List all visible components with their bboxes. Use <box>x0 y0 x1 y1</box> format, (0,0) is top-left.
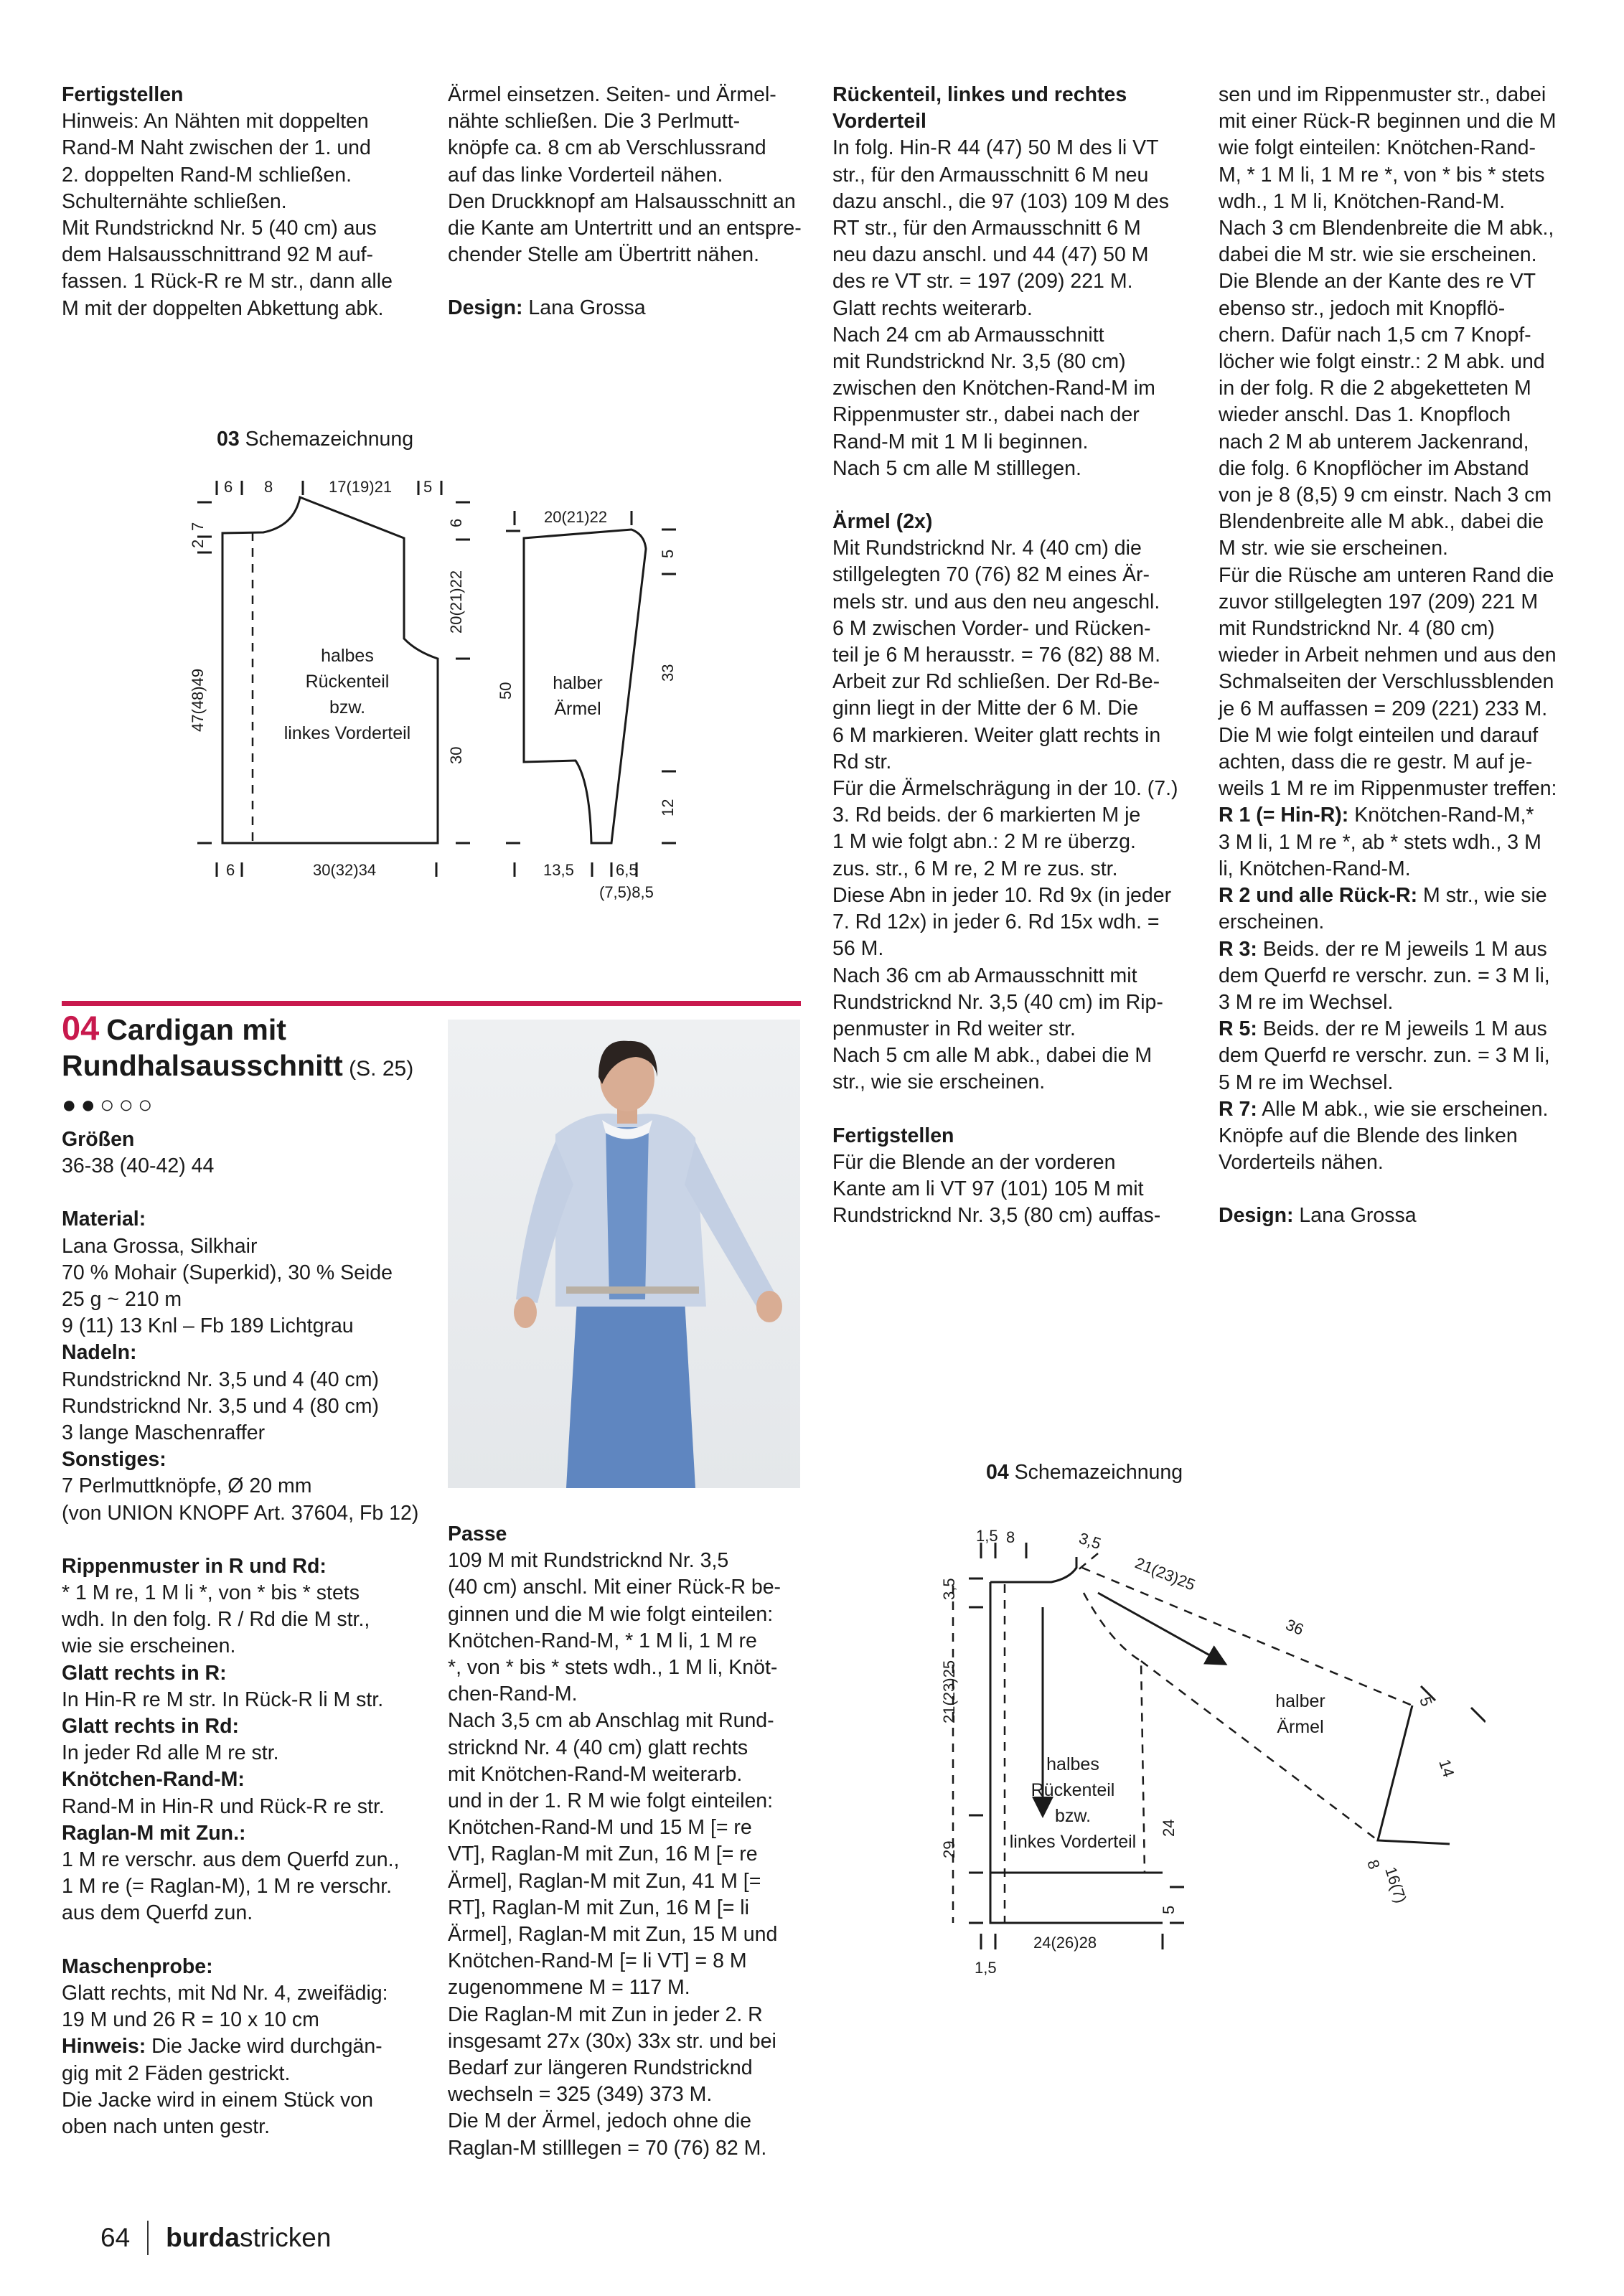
text-line: ginn liegt in der Mitte der 6 M. Die <box>832 697 1139 720</box>
text-line: 1 M wie folgt abn.: 2 M re überzg. <box>832 830 1136 854</box>
dim-label: 29 <box>940 1840 958 1858</box>
dim-label: (7,5)8,5 <box>599 883 654 901</box>
diagram-label: Rückenteil <box>1031 1780 1115 1800</box>
section-heading: Ärmel (2x) <box>832 510 933 534</box>
text-line: weils 1 M re im Rippenmuster treffen: <box>1219 777 1557 801</box>
text-line: In jeder Rd alle M re str. <box>62 1741 279 1765</box>
dim-label: 5 <box>1416 1694 1436 1709</box>
dim-label: 24(26)28 <box>1033 1934 1097 1952</box>
dim-label: 8 <box>264 478 273 496</box>
text-line: oben nach unten gestr. <box>62 2114 270 2138</box>
text-line: 19 M und 26 R = 10 x 10 cm <box>62 2008 319 2032</box>
section-heading: Fertigstellen <box>62 83 184 106</box>
dim-label: 6 <box>224 478 233 496</box>
text-line: mit einer Rück-R beginnen und die M <box>1219 110 1557 133</box>
text-line: 5 M re im Wechsel. <box>1219 1071 1394 1094</box>
section-heading: Glatt rechts in Rd: <box>62 1715 240 1739</box>
text-line: Nach 3 cm Blendenbreite die M abk., <box>1219 217 1554 240</box>
text-line: zugenommene M = 117 M. <box>448 1976 690 2000</box>
text-line: Die M der Ärmel, jedoch ohne die <box>448 2109 751 2133</box>
section-heading: Glatt rechts in R: <box>62 1661 227 1685</box>
text-line: Raglan-M stilllegen = 70 (76) 82 M. <box>448 2136 767 2160</box>
dim-label: 6 <box>226 861 235 879</box>
text-block <box>448 82 807 268</box>
dim-label: 30(32)34 <box>313 861 377 879</box>
text-line: Für die Ärmelschrägung in der 10. (7.) <box>832 777 1178 801</box>
diagram-label: linkes Vorderteil <box>283 723 411 743</box>
text-line: dem Halsausschnittrand 92 M auf- <box>62 243 374 267</box>
text-line: dazu anschl., die 97 (103) 109 M des <box>832 189 1169 213</box>
text-line: des re VT str. = 197 (209) 221 M. <box>832 270 1133 293</box>
diagram-label: halber <box>553 673 603 693</box>
text-line: Knötchen-Rand-M und 15 M [= re <box>448 1816 752 1840</box>
text-line: Blendenbreite alle M abk., dabei die <box>1219 510 1544 534</box>
labeled-line: R 5: Beids. der re M jeweils 1 M aus <box>1219 1017 1547 1041</box>
labeled-line: R 2 und alle Rück-R: M str., wie sie <box>1219 884 1547 908</box>
text-line: 70 % Mohair (Superkid), 30 % Seide <box>62 1261 393 1284</box>
text-line: mit Rundstricknd Nr. 4 (80 cm) <box>1219 617 1495 641</box>
design-credit: Design: Lana Grossa <box>448 296 646 320</box>
dim-label: 2 <box>189 539 207 548</box>
text-line: 6 M markieren. Weiter glatt rechts in <box>832 723 1161 747</box>
text-line: Mit Rundstricknd Nr. 5 (40 cm) aus <box>62 217 377 240</box>
text-line: Nach 5 cm alle M abk., dabei die M <box>832 1044 1153 1068</box>
text-line: Knötchen-Rand-M [= li VT] = 8 M <box>448 1949 747 1973</box>
magazine-brand: burdastricken <box>166 2223 332 2252</box>
footer-divider <box>147 2221 149 2255</box>
dim-label: 30 <box>447 746 465 764</box>
text-line: * 1 M re, 1 M li *, von * bis * stets <box>62 1581 360 1605</box>
dim-label: 3,5 <box>940 1578 958 1600</box>
dim-label: 16(7) <box>1381 1864 1410 1906</box>
page-footer <box>100 2221 331 2255</box>
text-line: (von UNION KNOPF Art. 37604, Fb 12) <box>62 1501 419 1525</box>
text-line: Bedarf zur längeren Rundstricknd <box>448 2056 753 2080</box>
dim-label: 20(21)22 <box>544 508 608 526</box>
text-line: 36-38 (40-42) 44 <box>62 1154 215 1178</box>
dim-label: 1,5 <box>976 1527 998 1545</box>
text-line: Ärmel], Raglan-M mit Zun, 41 M [= <box>448 1869 761 1893</box>
text-line: RT], Raglan-M mit Zun, 16 M [= li <box>448 1896 749 1919</box>
text-line: Rippenmuster str., dabei nach der <box>832 403 1140 427</box>
section-heading: Material: <box>62 1208 146 1231</box>
text-line: Nach 5 cm alle M stilllegen. <box>832 456 1081 480</box>
text-line: in der folg. R die 2 abgeketteten M <box>1219 377 1531 400</box>
labeled-line: R 3: Beids. der re M jeweils 1 M aus <box>1219 937 1547 961</box>
text-line: 3 M li, 1 M re *, ab * stets wdh., 3 M <box>1219 830 1541 854</box>
section-heading: Raglan-M mit Zun.: <box>62 1821 246 1845</box>
text-line: ginnen und die M wie folgt einteilen: <box>448 1602 774 1626</box>
text-line: 109 M mit Rundstricknd Nr. 3,5 <box>448 1549 729 1573</box>
text-line: mels str. und aus den neu angeschl. <box>832 590 1160 613</box>
text-line: Die Jacke wird in einem Stück von <box>62 2088 374 2112</box>
text-line: Vorderteils nähen. <box>1219 1151 1384 1175</box>
diagram-label: halber <box>1275 1691 1325 1711</box>
text-line: nähte schließen. Die 3 Perlmutt- <box>448 110 741 133</box>
text-line: Arbeit zur Rd schließen. Der Rd-Be- <box>832 670 1160 694</box>
text-line: gig mit 2 Fäden gestrickt. <box>62 2061 291 2085</box>
section-heading: Sonstiges: <box>62 1448 166 1472</box>
diagram-label: Ärmel <box>554 699 601 719</box>
text-line: Schmalseiten der Verschlussblenden <box>1219 670 1554 694</box>
text-line: *, von * bis * stets wdh., 1 M li, Knöt- <box>448 1656 778 1680</box>
text-line: nach 2 M ab unterem Jackenrand, <box>1219 430 1529 453</box>
dim-label: 8 <box>1363 1857 1384 1872</box>
text-line: M, * 1 M li, 1 M re *, von * bis * stets <box>1219 163 1545 187</box>
text-line: Glatt rechts weiterarb. <box>832 296 1033 320</box>
text-line: fassen. 1 Rück-R re M str., dann alle <box>62 270 393 293</box>
text-line: Schulternähte schließen. <box>62 189 287 213</box>
text-line: 7. Rd 12x) in jeder 6. Rd 15x wdh. = <box>832 911 1160 934</box>
text-line: mit Knötchen-Rand-M weiterarb. <box>448 1762 743 1786</box>
col3-instructions <box>832 82 1206 1229</box>
text-line: Ärmel], Raglan-M mit Zun, 15 M und <box>448 1923 778 1947</box>
section-heading: Größen <box>62 1128 135 1151</box>
text-line: und in der 1. R M wie folgt einteilen: <box>448 1789 774 1813</box>
labeled-line: Hinweis: Die Jacke wird durchgän- <box>62 2035 382 2059</box>
schema04-title: 04 Schemazeichnung <box>986 1461 1183 1484</box>
text-line: Rd str. <box>832 750 892 773</box>
text-line: Knöpfe auf die Blende des linken <box>1219 1124 1518 1147</box>
dim-label: 20(21)22 <box>447 570 465 634</box>
text-line: dabei die M str. wie sie erscheinen. <box>1219 243 1537 267</box>
text-line: 2. doppelten Rand-M schließen. <box>62 163 352 187</box>
section-heading: Knötchen-Rand-M: <box>62 1768 245 1792</box>
text-line: 3 lange Maschenraffer <box>62 1421 266 1445</box>
text-line: zuvor stillgelegten 197 (209) 221 M <box>1219 590 1539 613</box>
text-line: 3 M re im Wechsel. <box>1219 990 1394 1014</box>
dim-label: 5 <box>1160 1905 1178 1914</box>
labeled-line: R 1 (= Hin-R): Knötchen-Rand-M,* <box>1219 804 1534 827</box>
spacer <box>62 1527 435 1553</box>
text-line: Rundstricknd Nr. 3,5 und 4 (80 cm) <box>62 1394 379 1418</box>
text-line: 9 (11) 13 Knl – Fb 189 Lichtgrau <box>62 1314 354 1338</box>
text-line: wieder anschl. Das 1. Knopfloch <box>1219 403 1511 427</box>
text-line: Rand-M mit 1 M li beginnen. <box>832 430 1089 453</box>
dim-label: 1,5 <box>975 1959 997 1977</box>
text-line: str., wie sie erscheinen. <box>832 1071 1046 1094</box>
text-line: die folg. 6 Knopflöcher im Abstand <box>1219 456 1529 480</box>
text-line: Kante am li VT 97 (101) 105 M mit <box>832 1177 1144 1200</box>
schema03-diagram <box>179 466 696 911</box>
text-line: je 6 M auffassen = 209 (221) 233 M. <box>1219 697 1548 720</box>
text-line: knöpfe ca. 8 cm ab Verschlussrand <box>448 136 766 160</box>
text-line: teil je 6 M herausstr. = 76 (82) 88 M. <box>832 644 1161 667</box>
text-line: VT], Raglan-M mit Zun, 16 M [= re <box>448 1843 758 1866</box>
text-line: wieder in Arbeit nehmen und aus den <box>1219 644 1557 667</box>
text-line: 1 M re verschr. aus dem Querfd zun., <box>62 1848 400 1872</box>
section-heading: Rückenteil, linkes und rechtes <box>832 83 1127 106</box>
spacer <box>62 1927 435 1954</box>
col4-instructions <box>1219 82 1592 1230</box>
dim-label: 7 <box>189 522 207 531</box>
text-line: Knötchen-Rand-M, * 1 M li, 1 M re <box>448 1629 757 1652</box>
text-line: wie folgt einteilen: Knötchen-Rand- <box>1219 136 1536 160</box>
col2-top-section <box>448 82 807 322</box>
spacer <box>1219 1176 1592 1203</box>
text-line: M str. wie sie erscheinen. <box>1219 537 1448 560</box>
page-number: 64 <box>100 2223 131 2252</box>
product-photo <box>448 1020 800 1488</box>
spacer <box>832 482 1206 509</box>
diagram-label: bzw. <box>329 697 366 718</box>
text-line: Den Druckknopf am Halsausschnitt an <box>448 189 796 213</box>
text-line: str., für den Armausschnitt 6 M neu <box>832 163 1149 187</box>
text-line: 25 g ~ 210 m <box>62 1288 182 1312</box>
text-line: löcher wie folgt einstr.: 2 M abk. und <box>1219 350 1545 374</box>
dim-label: 5 <box>423 478 433 496</box>
section-heading: Maschenprobe: <box>62 1954 213 1978</box>
dim-label: 21(23)25 <box>1132 1553 1198 1594</box>
dim-label: 5 <box>659 549 677 558</box>
text-line: Für die Rüsche am unteren Rand die <box>1219 563 1554 587</box>
dim-label: 8 <box>1006 1528 1015 1546</box>
text-line: Nach 36 cm ab Armausschnitt mit <box>832 964 1137 987</box>
difficulty-rating: ●●○○○ <box>62 1091 157 1119</box>
text-line: ebenso str., jedoch mit Knopflö- <box>1219 296 1506 320</box>
text-line: auf das linke Vorderteil nähen. <box>448 163 723 187</box>
text-line: erscheinen. <box>1219 911 1325 934</box>
text-line: li, Knötchen-Rand-M. <box>1219 857 1411 880</box>
text-line: zwischen den Knötchen-Rand-M im <box>832 377 1155 400</box>
text-line: wdh. In den folg. R / Rd die M str., <box>62 1608 370 1632</box>
section-title: 04 Cardigan mit Rundhalsausschnitt (S. 25) <box>62 1009 414 1082</box>
dim-label: 47(48)49 <box>189 668 207 732</box>
text-line: penmuster in Rd weiter str. <box>832 1017 1076 1040</box>
dim-label: 3,5 <box>1076 1528 1104 1553</box>
text-line: Die Raglan-M mit Zun in jeder 2. R <box>448 2003 763 2026</box>
text-line: aus dem Querfd zun. <box>62 1901 253 1925</box>
dim-label: 6 <box>447 518 465 527</box>
text-line: 56 M. <box>832 937 884 961</box>
diagram-label: halbes <box>321 646 374 666</box>
col1-materials <box>62 1126 435 2140</box>
text-line: 6 M zwischen Vorder- und Rücken- <box>832 616 1151 640</box>
text-line: die Kante am Untertritt und an entspre- <box>448 217 802 240</box>
text-line: Rundstricknd Nr. 3,5 und 4 (40 cm) <box>62 1368 379 1391</box>
text-line: chen-Rand-M. <box>448 1683 578 1706</box>
diagram-label: bzw. <box>1054 1806 1092 1826</box>
text-line: wie sie erscheinen. <box>62 1634 236 1658</box>
dim-label: 17(19)21 <box>329 478 393 496</box>
text-line: achten, dass die re gestr. M auf je- <box>1219 751 1533 774</box>
section-heading: Fertigstellen <box>832 1124 954 1147</box>
text-line: Diese Abn in jeder 10. Rd 9x (in jeder <box>832 883 1172 907</box>
labeled-line: Design: Lana Grossa <box>1219 1204 1417 1228</box>
text-line: dem Querfd re verschr. zun. = 3 M li, <box>1219 1044 1550 1068</box>
text-line: Rundstricknd Nr. 3,5 (40 cm) im Rip- <box>832 990 1163 1014</box>
text-line: In Hin-R re M str. In Rück-R li M str. <box>62 1688 384 1711</box>
diagram-label: Rückenteil <box>305 672 390 692</box>
dim-label: 24 <box>1160 1819 1178 1837</box>
text-line: Mit Rundstricknd Nr. 4 (40 cm) die <box>832 537 1142 560</box>
text-line: dem Querfd re verschr. zun. = 3 M li, <box>1219 964 1550 987</box>
text-line: chender Stelle am Übertritt nähen. <box>448 243 760 267</box>
col2-passe <box>448 1521 807 2162</box>
dim-label: 6,5 <box>616 861 638 879</box>
section-heading: Vorderteil <box>832 110 926 133</box>
text-line: Glatt rechts, mit Nd Nr. 4, zweifädig: <box>62 1981 388 2005</box>
text-line: chern. Dafür nach 1,5 cm 7 Knopf- <box>1219 323 1531 347</box>
section-heading: Passe <box>448 1523 507 1545</box>
text-block <box>62 108 435 322</box>
dim-label: 50 <box>497 682 515 700</box>
dim-label: 36 <box>1283 1615 1307 1639</box>
text-line: Rand-M in Hin-R und Rück-R re str. <box>62 1794 385 1818</box>
text-line: Die M wie folgt einteilen und darauf <box>1219 723 1539 747</box>
text-line: Rand-M Naht zwischen der 1. und <box>62 136 371 160</box>
dim-label: 33 <box>659 664 677 682</box>
text-line: zus. str., 6 M re, 2 M re zus. str. <box>832 857 1118 880</box>
text-line: mit Rundstricknd Nr. 3,5 (80 cm) <box>832 350 1126 374</box>
dim-label: 12 <box>659 799 677 817</box>
diagram-label: linkes Vorderteil <box>1009 1832 1137 1852</box>
text-line: Nach 3,5 cm ab Anschlag mit Rund- <box>448 1709 774 1733</box>
text-line: M mit der doppelten Abkettung abk. <box>62 296 384 320</box>
text-line: 1 M re (= Raglan-M), 1 M re verschr. <box>62 1875 393 1899</box>
col1-top-section <box>62 82 435 322</box>
text-line: RT str., für den Armausschnitt 6 M <box>832 217 1141 240</box>
text-line: Hinweis: An Nähten mit doppelten <box>62 110 369 133</box>
text-line: insgesamt 27x (30x) 33x str. und bei <box>448 2029 776 2053</box>
schema03-title: 03 Schemazeichnung <box>217 428 414 451</box>
section-heading: Rippenmuster in R und Rd: <box>62 1554 327 1578</box>
text-line: neu dazu anschl. und 44 (47) 50 M <box>832 243 1149 267</box>
text-line: (40 cm) anschl. Mit einer Rück-R be- <box>448 1576 782 1599</box>
spacer <box>832 1096 1206 1123</box>
cardigan-photo <box>448 1020 800 1488</box>
dim-label: 14 <box>1435 1756 1458 1779</box>
dim-label: 21(23)25 <box>940 1660 958 1723</box>
text-line: 3. Rd beids. der 6 markierten M je <box>832 804 1141 827</box>
text-line: Ärmel einsetzen. Seiten- und Ärmel- <box>448 83 776 106</box>
diagram-label: Ärmel <box>1277 1717 1324 1737</box>
text-line: Lana Grossa, Silkhair <box>62 1234 258 1258</box>
text-line: In folg. Hin-R 44 (47) 50 M des li VT <box>832 136 1159 160</box>
diagram-label: halbes <box>1046 1754 1099 1774</box>
text-line: wdh., 1 M li, Knötchen-Rand-M. <box>1219 189 1506 213</box>
text-line: Nach 24 cm ab Armausschnitt <box>832 323 1104 347</box>
labeled-line: R 7: Alle M abk., wie sie erscheinen. <box>1219 1097 1549 1121</box>
dim-label: 13,5 <box>543 861 574 879</box>
text-line: stricknd Nr. 4 (40 cm) glatt rechts <box>448 1736 748 1759</box>
section-heading: Nadeln: <box>62 1341 137 1365</box>
text-line: wechseln = 325 (349) 373 M. <box>448 2083 713 2107</box>
text-line: sen und im Rippenmuster str., dabei <box>1219 83 1546 106</box>
text-line: 7 Perlmuttknöpfe, Ø 20 mm <box>62 1474 312 1498</box>
section-divider <box>62 1001 801 1006</box>
spacer <box>62 1180 435 1206</box>
text-line: Rundstricknd Nr. 3,5 (80 cm) auffas- <box>832 1204 1161 1228</box>
text-line: stillgelegten 70 (76) 82 M eines Är- <box>832 563 1150 587</box>
text-line: Für die Blende an der vorderen <box>832 1150 1116 1174</box>
schema04-diagram <box>926 1500 1485 1987</box>
text-line: Die Blende an der Kante des re VT <box>1219 270 1536 293</box>
text-line: von je 8 (8,5) 9 cm einstr. Nach 3 cm <box>1219 484 1552 507</box>
